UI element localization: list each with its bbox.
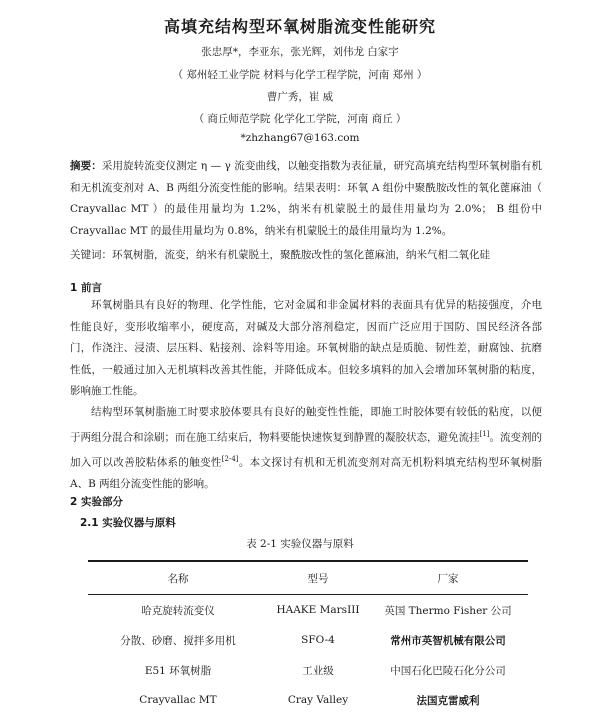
section-2-heading: 2 实验部分 — [70, 496, 123, 508]
column-header-model: 型号 — [268, 561, 368, 595]
section-2-1-heading: 2.1 实验仪器与原料 — [80, 517, 176, 529]
cell-name: E51 环氧树脂 — [144, 664, 212, 677]
citation-1: [1] — [479, 429, 490, 438]
table-row — [88, 685, 528, 715]
paper-title: 高填充结构型环氧树脂流变性能研究 — [163, 17, 436, 36]
para2-part-a: 结构型环氧树脂施工时要求胶体要具有良好的触变性性能，即施工时胶体要有较低的粘度，以便于两组分混合和涂刷；而在施工结束后，物料要能快速恢复到静置的凝胶状态，避免流挂 — [70, 406, 542, 443]
corresponding-email: *zhzhang67@163.com — [240, 132, 360, 144]
column-header-name: 名称 — [88, 561, 268, 595]
intro-paragraph-1: 环氧树脂具有良好的物理、化学性能，它对金属和非金属材料的表面具有优异的粘接强度，介电性能良好，变形收缩率小，硬度高，对碱及大部分溶剂稳定，因而广泛应用于国防、国民经济各部门，作浇注、浸渍、层压料、粘接剂、涂料等用途。环氧树脂的缺点是质脆、韧性差，耐腐蚀、抗磨性低，一般通过加入无机填料改善其性能，并降低成本。但较多填料的加入会增加环氧树脂的粘度，影响施工性能。 — [70, 299, 542, 397]
cell-manufacturer: 中国石化巴陵石化分公司 — [390, 664, 506, 677]
abstract-text: 采用旋转流变仪测定 η — γ 流变曲线，以触变指数为表征量，研究高填充结构型环氧树脂有机和无机流变剂对 A、B 两组分流变性能的影响。结果表明：环氧 A 组份中聚酰胺改性的氧化蓖麻油（ Crayvallac MT ）的最佳用量均为 1.2%，纳米有机蒙脱土的最佳用量均为 2.0%； B 组份中 Crayvallac MT 的最佳用量均为 0.8%，纳米有机蒙脱土的最佳用量均为 1.2%。 — [70, 160, 543, 237]
para2-part-c: 。本文探讨有机和无机流变剂对高无机粉料填充结构型环氧树脂 A、B 两组分流变性能的影响。 — [70, 456, 543, 490]
abstract-label: 摘要： — [70, 160, 102, 172]
cell-manufacturer: 法国克雷威利 — [416, 694, 480, 707]
materials-table — [88, 560, 528, 715]
table-row — [88, 655, 528, 685]
intro-paragraph-2 — [70, 402, 542, 495]
cell-name: 分散、砂磨、搅拌多用机 — [120, 634, 236, 647]
cell-manufacturer: 英国 Thermo Fisher 公司 — [384, 604, 512, 617]
cell-name: 哈克旋转流变仪 — [141, 604, 215, 617]
keywords — [70, 245, 542, 267]
cell-model: SFO-4 — [301, 634, 335, 646]
authors-line-1: 张忠厚*，李亚东，张光辉，刘伟龙 白家宇 — [201, 46, 399, 58]
cell-model: Cray Valley — [287, 694, 349, 706]
cell-manufacturer: 常州市英智机械有限公司 — [390, 634, 506, 647]
keywords-text: 环氧树脂，流变，纳米有机蒙脱土，聚酰胺改性的氢化蓖麻油，纳米气相二氧化硅 — [112, 249, 490, 261]
table-row — [88, 595, 528, 626]
keywords-label: 关键词： — [70, 249, 112, 261]
para2-part-b: 。流变剂的加入可以改善胶粘体系的触变性 — [70, 431, 543, 468]
cell-model: HAAKE MarsIII — [276, 604, 360, 616]
table-row — [88, 625, 528, 655]
citation-2-4: [2-4] — [221, 454, 239, 463]
cell-name: Crayvallac MT — [139, 694, 217, 706]
column-header-manufacturer: 厂家 — [368, 561, 528, 595]
table-caption: 表 2-1 实验仪器与原料 — [246, 538, 354, 550]
affiliation-line-1: （ 郑州轻工业学院 材料与化学工程学院，河南 郑州 ） — [172, 69, 428, 81]
abstract — [70, 156, 542, 242]
section-1-heading: 1 前言 — [70, 282, 102, 294]
affiliation-line-2: （ 商丘师范学院 化学化工学院，河南 商丘 ） — [193, 113, 407, 125]
table-header-row — [88, 561, 528, 595]
authors-line-2: 曹广秀，崔 威 — [266, 91, 334, 103]
cell-model: 工业级 — [302, 664, 334, 677]
